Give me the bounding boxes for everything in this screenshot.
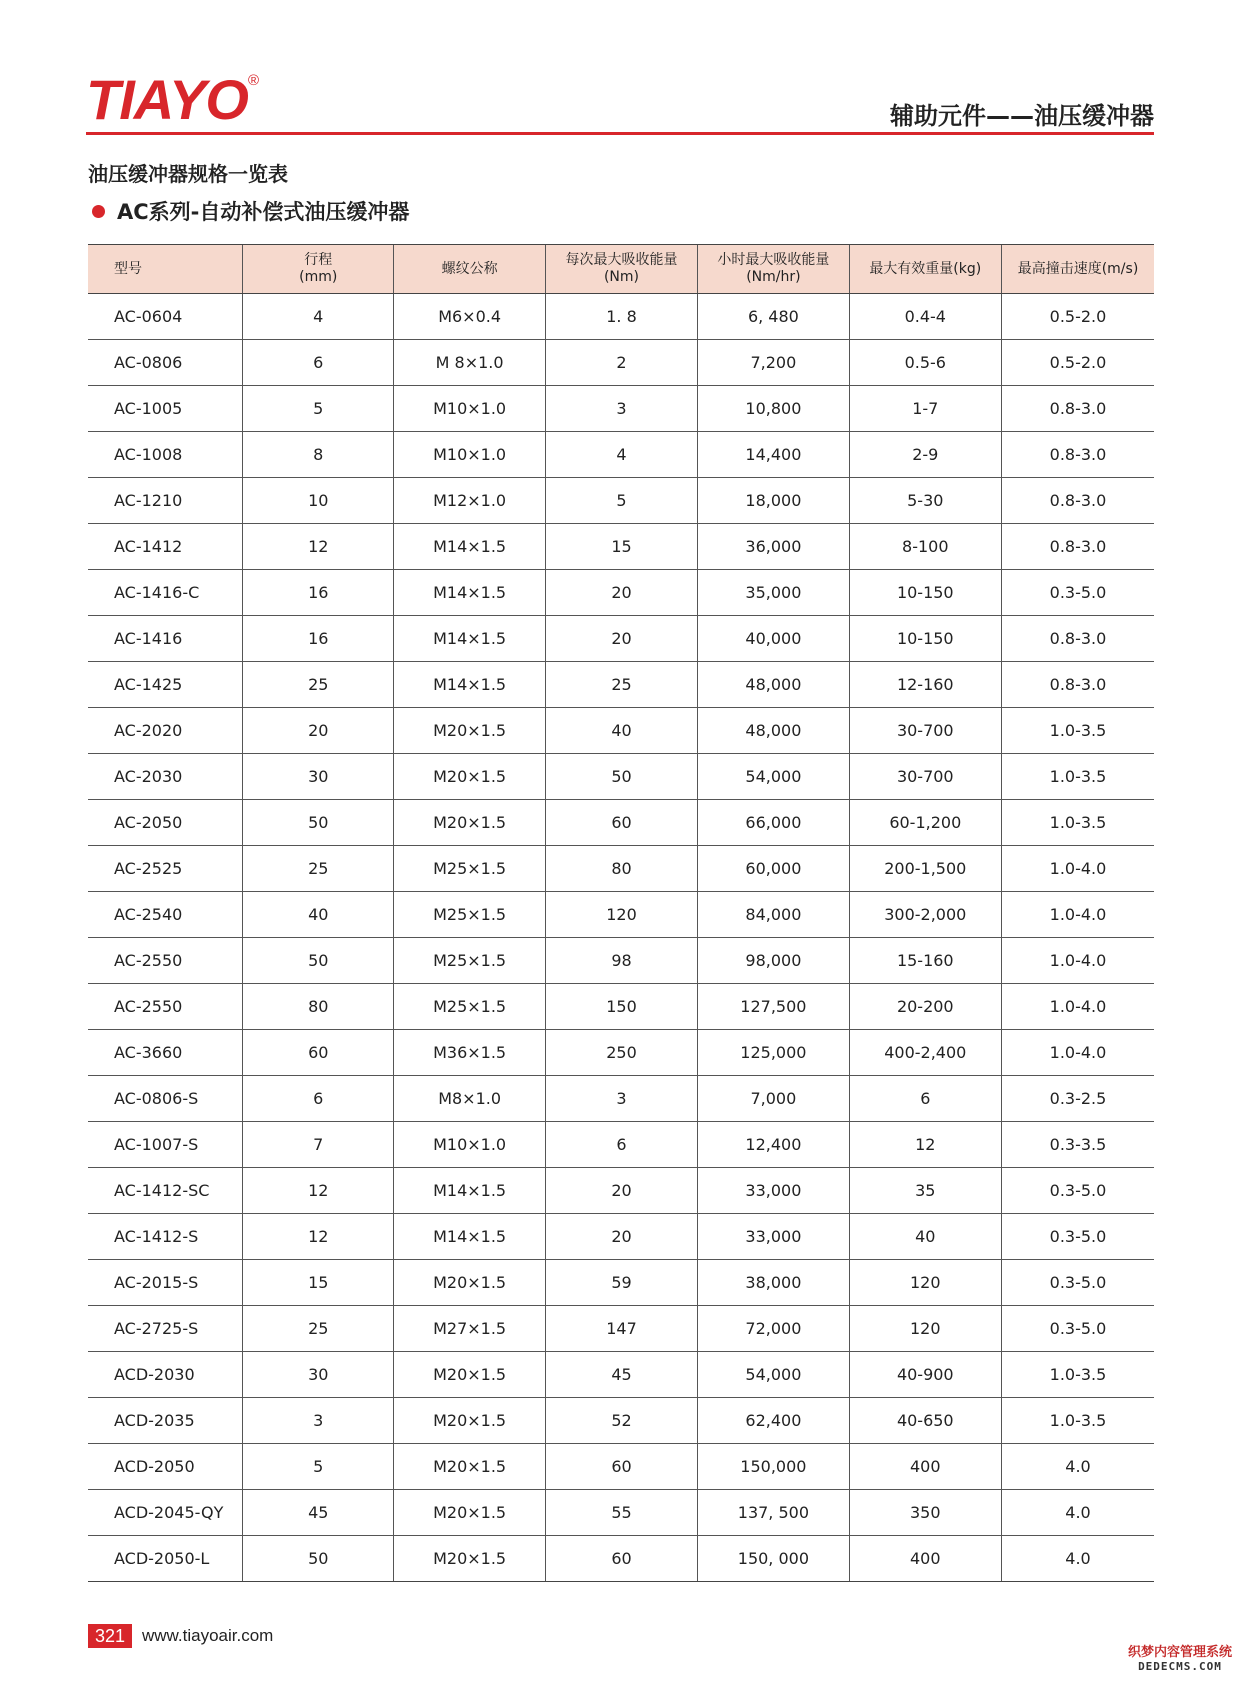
table-cell: 10-150 [849, 570, 1001, 616]
table-cell: M10×1.0 [394, 432, 545, 478]
table-cell: M20×1.5 [394, 1444, 545, 1490]
table-cell: 400 [849, 1536, 1001, 1582]
table-cell: 16 [243, 616, 394, 662]
table-cell: AC-1210 [88, 478, 243, 524]
table-cell: 1.0-3.5 [1002, 1352, 1155, 1398]
table-row [88, 708, 1154, 754]
table-cell: M20×1.5 [394, 708, 545, 754]
column-header-label: 型号 [114, 260, 142, 277]
column-header-label: 最高撞击速度(m/s) [1017, 260, 1139, 277]
table-cell: 0.8-3.0 [1002, 662, 1155, 708]
section-title: 油压缓冲器规格一览表 [88, 162, 288, 186]
table-cell: 80 [243, 984, 394, 1030]
table-cell: 1.0-4.0 [1002, 892, 1155, 938]
table-cell: 15 [545, 524, 697, 570]
table-cell: 350 [849, 1490, 1001, 1536]
table-cell: M14×1.5 [394, 524, 545, 570]
table-cell: 25 [243, 662, 394, 708]
table-cell: 0.8-3.0 [1002, 616, 1155, 662]
table-row [88, 570, 1154, 616]
table-cell: 60-1,200 [849, 800, 1001, 846]
table-cell: 0.3-5.0 [1002, 1306, 1155, 1352]
table-cell: AC-2550 [88, 984, 243, 1030]
table-cell: 48,000 [698, 708, 849, 754]
table-cell: 12-160 [849, 662, 1001, 708]
table-row [88, 616, 1154, 662]
table-cell: 5 [243, 386, 394, 432]
table-cell: 2-9 [849, 432, 1001, 478]
table-cell: M14×1.5 [394, 616, 545, 662]
table-cell: 12 [243, 524, 394, 570]
table-cell: 50 [243, 938, 394, 984]
table-cell: M20×1.5 [394, 754, 545, 800]
table-cell: AC-2540 [88, 892, 243, 938]
table-cell: 137, 500 [698, 1490, 849, 1536]
column-header [1002, 245, 1155, 294]
table-cell: 250 [545, 1030, 697, 1076]
column-header-unit: (mm) [299, 269, 338, 285]
table-cell: 18,000 [698, 478, 849, 524]
table-cell: 120 [849, 1306, 1001, 1352]
table-cell: 80 [545, 846, 697, 892]
table-cell: 45 [545, 1352, 697, 1398]
table-cell: 54,000 [698, 1352, 849, 1398]
table-cell: 84,000 [698, 892, 849, 938]
table-cell: 0.4-4 [849, 294, 1001, 340]
table-cell: 3 [545, 1076, 697, 1122]
column-header-label: 螺纹公称 [441, 260, 498, 277]
table-cell: 6 [243, 340, 394, 386]
table-cell: 10 [243, 478, 394, 524]
table-cell: 0.3-3.5 [1002, 1122, 1155, 1168]
table-cell: 3 [545, 386, 697, 432]
table-cell: 45 [243, 1490, 394, 1536]
table-row [88, 1030, 1154, 1076]
table-cell: 150, 000 [698, 1536, 849, 1582]
table-cell: ACD-2045-QY [88, 1490, 243, 1536]
column-header-unit: (Nm/hr) [746, 269, 801, 285]
column-header-label: 小时最大吸收能量 [717, 252, 830, 268]
table-cell: 40 [243, 892, 394, 938]
table-cell: 5 [545, 478, 697, 524]
table-cell: 2 [545, 340, 697, 386]
table-cell: AC-2050 [88, 800, 243, 846]
table-row [88, 386, 1154, 432]
table-cell: 0.5-2.0 [1002, 340, 1155, 386]
table-cell: 72,000 [698, 1306, 849, 1352]
table-cell: 1. 8 [545, 294, 697, 340]
table-cell: 25 [243, 846, 394, 892]
website-url[interactable]: www.tiayoair.com [142, 1626, 274, 1645]
table-cell: 5-30 [849, 478, 1001, 524]
column-header-label: 行程 [304, 252, 333, 268]
table-cell: 30-700 [849, 708, 1001, 754]
table-cell: 52 [545, 1398, 697, 1444]
table-cell: AC-2020 [88, 708, 243, 754]
table-cell: ACD-2050-L [88, 1536, 243, 1582]
column-header [243, 245, 394, 294]
table-cell: 50 [243, 800, 394, 846]
table-cell: 1.0-4.0 [1002, 938, 1155, 984]
table-row [88, 984, 1154, 1030]
table-row [88, 754, 1154, 800]
table-cell: 60 [243, 1030, 394, 1076]
table-cell: M25×1.5 [394, 892, 545, 938]
table-cell: 40 [849, 1214, 1001, 1260]
table-cell: 48,000 [698, 662, 849, 708]
table-cell: AC-2015-S [88, 1260, 243, 1306]
table-cell: 12 [243, 1168, 394, 1214]
table-cell: 1.0-4.0 [1002, 1030, 1155, 1076]
column-header [88, 245, 243, 294]
registered-mark: ® [248, 72, 260, 89]
table-cell: AC-1425 [88, 662, 243, 708]
table-cell: 6 [243, 1076, 394, 1122]
table-row [88, 340, 1154, 386]
table-row [88, 1260, 1154, 1306]
table-header-row [88, 245, 1154, 294]
watermark [1128, 1646, 1232, 1674]
table-cell: 60,000 [698, 846, 849, 892]
table-cell: 8-100 [849, 524, 1001, 570]
table-cell: AC-3660 [88, 1030, 243, 1076]
table-cell: 38,000 [698, 1260, 849, 1306]
table-cell: 120 [545, 892, 697, 938]
table-cell: 40-650 [849, 1398, 1001, 1444]
table-cell: 4 [545, 432, 697, 478]
watermark-line-2: DEDECMS.COM [1138, 1660, 1222, 1673]
table-cell: 400 [849, 1444, 1001, 1490]
table-cell: 1.0-3.5 [1002, 754, 1155, 800]
table-cell: 98 [545, 938, 697, 984]
table-cell: 0.8-3.0 [1002, 386, 1155, 432]
table-cell: AC-1416 [88, 616, 243, 662]
table-cell: AC-0604 [88, 294, 243, 340]
table-cell: 0.3-5.0 [1002, 1260, 1155, 1306]
table-cell: 20 [243, 708, 394, 754]
table-cell: 50 [545, 754, 697, 800]
table-row [88, 294, 1154, 340]
table-cell: 20 [545, 1168, 697, 1214]
table-row [88, 938, 1154, 984]
table-row [88, 1214, 1154, 1260]
table-cell: ACD-2035 [88, 1398, 243, 1444]
table-cell: M12×1.0 [394, 478, 545, 524]
table-cell: 40,000 [698, 616, 849, 662]
table-cell: 16 [243, 570, 394, 616]
table-cell: 35,000 [698, 570, 849, 616]
table-cell: 1.0-3.5 [1002, 708, 1155, 754]
table-cell: 4.0 [1002, 1444, 1155, 1490]
table-cell: 125,000 [698, 1030, 849, 1076]
column-header [545, 245, 697, 294]
table-cell: 4.0 [1002, 1536, 1155, 1582]
table-row [88, 524, 1154, 570]
table-cell: AC-1005 [88, 386, 243, 432]
header-divider [86, 132, 1154, 135]
table-cell: 12 [849, 1122, 1001, 1168]
table-cell: M14×1.5 [394, 1214, 545, 1260]
table-cell: M10×1.0 [394, 1122, 545, 1168]
table-row [88, 1076, 1154, 1122]
table-cell: 0.8-3.0 [1002, 432, 1155, 478]
table-cell: M8×1.0 [394, 1076, 545, 1122]
table-row [88, 1168, 1154, 1214]
table-cell: 66,000 [698, 800, 849, 846]
table-cell: 400-2,400 [849, 1030, 1001, 1076]
table-cell: M25×1.5 [394, 984, 545, 1030]
table-cell: AC-2725-S [88, 1306, 243, 1352]
table-cell: AC-0806 [88, 340, 243, 386]
table-row [88, 1352, 1154, 1398]
table-cell: 1.0-4.0 [1002, 846, 1155, 892]
table-cell: 0.3-5.0 [1002, 1168, 1155, 1214]
table-cell: 5 [243, 1444, 394, 1490]
table-cell: AC-1008 [88, 432, 243, 478]
table-cell: AC-1412 [88, 524, 243, 570]
column-header-unit: (Nm) [603, 269, 640, 285]
table-cell: M25×1.5 [394, 938, 545, 984]
table-row [88, 800, 1154, 846]
table-cell: 15 [243, 1260, 394, 1306]
table-cell: M6×0.4 [394, 294, 545, 340]
table-cell: M27×1.5 [394, 1306, 545, 1352]
table-cell: 1-7 [849, 386, 1001, 432]
table-cell: 20-200 [849, 984, 1001, 1030]
column-header [849, 245, 1001, 294]
table-cell: 30-700 [849, 754, 1001, 800]
table-cell: ACD-2030 [88, 1352, 243, 1398]
table-cell: 60 [545, 800, 697, 846]
table-cell: 50 [243, 1536, 394, 1582]
table-cell: 0.5-6 [849, 340, 1001, 386]
table-row [88, 662, 1154, 708]
table-cell: 7 [243, 1122, 394, 1168]
table-cell: 30 [243, 754, 394, 800]
table-cell: 6 [849, 1076, 1001, 1122]
table-cell: ACD-2050 [88, 1444, 243, 1490]
table-cell: M14×1.5 [394, 662, 545, 708]
table-cell: 33,000 [698, 1168, 849, 1214]
table-cell: 33,000 [698, 1214, 849, 1260]
table-cell: AC-0806-S [88, 1076, 243, 1122]
table-cell: 0.8-3.0 [1002, 524, 1155, 570]
table-cell: 0.8-3.0 [1002, 478, 1155, 524]
table-cell: 15-160 [849, 938, 1001, 984]
table-cell: 147 [545, 1306, 697, 1352]
table-cell: 150,000 [698, 1444, 849, 1490]
table-cell: 6 [545, 1122, 697, 1168]
table-cell: 62,400 [698, 1398, 849, 1444]
table-cell: M20×1.5 [394, 1352, 545, 1398]
table-cell: AC-2550 [88, 938, 243, 984]
table-cell: 120 [849, 1260, 1001, 1306]
bullet-dot-icon [92, 205, 105, 218]
table-cell: 55 [545, 1490, 697, 1536]
table-cell: AC-1007-S [88, 1122, 243, 1168]
page-header-title: 辅助元件——油压缓冲器 [890, 102, 1154, 130]
series-title-text: AC系列-自动补偿式油压缓冲器 [117, 200, 410, 224]
table-row [88, 1122, 1154, 1168]
series-title [92, 196, 409, 226]
table-body [88, 294, 1154, 1582]
table-cell: 12,400 [698, 1122, 849, 1168]
table-row [88, 1444, 1154, 1490]
table-cell: AC-1412-SC [88, 1168, 243, 1214]
table-cell: AC-2525 [88, 846, 243, 892]
brand-logo: TIAYO [86, 68, 248, 131]
column-header-label: 最大有效重量(kg) [869, 260, 982, 277]
column-header [698, 245, 849, 294]
table-row [88, 1306, 1154, 1352]
table-cell: 0.5-2.0 [1002, 294, 1155, 340]
watermark-line-1: 织梦内容管理系统 [1127, 1645, 1232, 1660]
table-row [88, 1536, 1154, 1582]
table-cell: 35 [849, 1168, 1001, 1214]
table-cell: 127,500 [698, 984, 849, 1030]
table-cell: 60 [545, 1444, 697, 1490]
table-cell: 40 [545, 708, 697, 754]
column-header-label: 每次最大吸收能量 [565, 252, 678, 268]
spec-table [88, 244, 1154, 1582]
table-cell: 20 [545, 1214, 697, 1260]
table-cell: 4.0 [1002, 1490, 1155, 1536]
table-cell: 0.3-2.5 [1002, 1076, 1155, 1122]
table-cell: 6, 480 [698, 294, 849, 340]
table-row [88, 478, 1154, 524]
table-cell: M14×1.5 [394, 570, 545, 616]
table-cell: 40-900 [849, 1352, 1001, 1398]
table-row [88, 1398, 1154, 1444]
table-cell: 54,000 [698, 754, 849, 800]
table-cell: AC-1416-C [88, 570, 243, 616]
table-cell: 8 [243, 432, 394, 478]
table-cell: M14×1.5 [394, 1168, 545, 1214]
table-cell: 10,800 [698, 386, 849, 432]
table-cell: M36×1.5 [394, 1030, 545, 1076]
table-cell: AC-1412-S [88, 1214, 243, 1260]
table-cell: 59 [545, 1260, 697, 1306]
column-header [394, 245, 545, 294]
table-cell: 4 [243, 294, 394, 340]
table-cell: 25 [243, 1306, 394, 1352]
table-cell: M25×1.5 [394, 846, 545, 892]
table-cell: M20×1.5 [394, 1398, 545, 1444]
table-cell: 98,000 [698, 938, 849, 984]
table-cell: M20×1.5 [394, 800, 545, 846]
table-row [88, 892, 1154, 938]
table-cell: M10×1.0 [394, 386, 545, 432]
table-row [88, 432, 1154, 478]
table-cell: 7,200 [698, 340, 849, 386]
table-cell: 1.0-3.5 [1002, 1398, 1155, 1444]
table-cell: 0.3-5.0 [1002, 1214, 1155, 1260]
table-cell: 14,400 [698, 432, 849, 478]
table-cell: 25 [545, 662, 697, 708]
table-cell: 60 [545, 1536, 697, 1582]
table-row [88, 1490, 1154, 1536]
table-cell: M20×1.5 [394, 1536, 545, 1582]
table-cell: M 8×1.0 [394, 340, 545, 386]
table-cell: 12 [243, 1214, 394, 1260]
table-cell: 36,000 [698, 524, 849, 570]
table-cell: 30 [243, 1352, 394, 1398]
table-cell: 20 [545, 570, 697, 616]
page-number: 321 [88, 1624, 132, 1648]
table-cell: 0.3-5.0 [1002, 570, 1155, 616]
table-cell: 300-2,000 [849, 892, 1001, 938]
table-cell: M20×1.5 [394, 1260, 545, 1306]
table-cell: 10-150 [849, 616, 1001, 662]
table-cell: 7,000 [698, 1076, 849, 1122]
table-cell: 20 [545, 616, 697, 662]
table-cell: 1.0-4.0 [1002, 984, 1155, 1030]
table-cell: AC-2030 [88, 754, 243, 800]
table-cell: M20×1.5 [394, 1490, 545, 1536]
table-cell: 150 [545, 984, 697, 1030]
table-row [88, 846, 1154, 892]
table-cell: 3 [243, 1398, 394, 1444]
table-cell: 200-1,500 [849, 846, 1001, 892]
table-cell: 1.0-3.5 [1002, 800, 1155, 846]
